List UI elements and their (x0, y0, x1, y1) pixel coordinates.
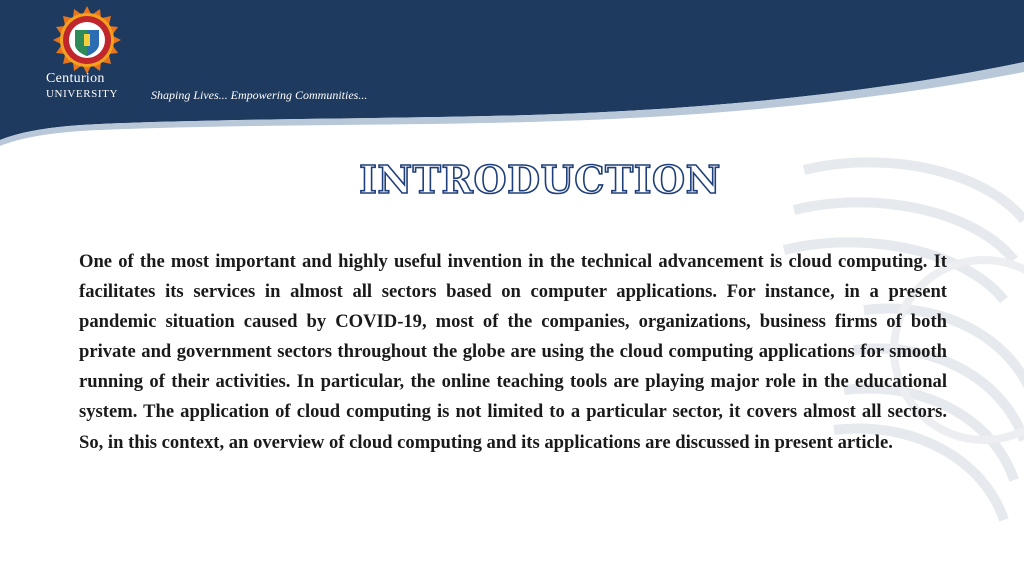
header-banner (0, 0, 1024, 160)
page-title: INTRODUCTION (359, 157, 721, 202)
tagline: Shaping Lives... Empowering Communities... (151, 88, 368, 102)
brand-subtitle: UNIVERSITY (46, 88, 118, 100)
university-crest-icon (41, 6, 133, 74)
brand-name: Centurion (46, 71, 105, 86)
body-paragraph: One of the most important and highly useful invention in the technical advancement is cloud computing. It facilitates its services in almost all sectors based on computer applications. For instance, in a present pandemic situation caused by COVID-19, most of the companies, organizations, business firms of both private and government sectors throughout the globe are using the cloud computing applications for smooth running of their activities. In particular, the online teaching tools are playing major role in the educational system. The application of cloud computing is not limited to a particular sector, it covers almost all sectors. So, in this context, an overview of cloud computing and its applications are discussed in present article. (79, 251, 947, 453)
